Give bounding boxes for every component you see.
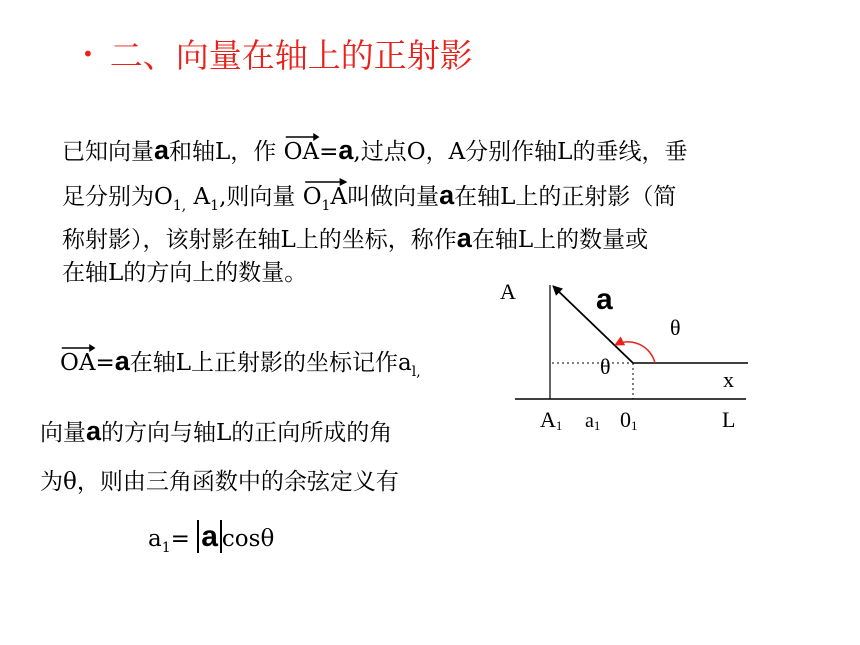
angle-line-1: 向量a的方向与轴L的正向所成的角 <box>40 416 393 446</box>
label-a-point: A <box>500 279 516 304</box>
label-o1: 01 <box>620 407 638 433</box>
projection-figure <box>480 275 780 445</box>
paragraph-line-4: 在轴L的方向上的数量。 <box>62 260 308 286</box>
formula: $a_1= a$ cosθ <box>148 520 275 556</box>
paragraph-line-3: 称射影），该射影在轴L上的坐标，称作a在轴L上的数量或 <box>62 223 649 253</box>
coordinate-line: OA=a在轴L上正射影的坐标记作$a_{l,}$ <box>60 346 421 375</box>
label-vector-a: a <box>596 283 613 316</box>
vector-o1a: $O_1A$ <box>303 180 347 209</box>
vector-a-arrow <box>553 286 633 363</box>
vector-arrow-icon <box>303 176 347 188</box>
paragraph-line-2: 足分别为$O_{1,}$ $A_1$,则向量 $O_1A$叫做向量a在轴L上的正射影（简 <box>62 180 676 209</box>
label-a1-coord: a1 <box>585 410 601 433</box>
vector-arrow-icon <box>60 342 95 354</box>
vector-arrow-icon <box>284 131 319 143</box>
norm-a: a <box>197 520 222 553</box>
label-theta-inner: θ <box>600 354 611 379</box>
vector-a: a <box>154 135 170 165</box>
label-a1: A1 <box>540 407 563 433</box>
vector-oa: OA <box>284 135 319 164</box>
slide-title <box>82 30 473 77</box>
bullet-icon: • <box>82 42 94 66</box>
angle-line-2: 为θ，则由三角函数中的余弦定义有 <box>40 469 399 495</box>
label-l: L <box>722 407 736 432</box>
label-x: x <box>723 367 734 392</box>
title-text: 二、向量在轴上的正射影 <box>109 36 473 75</box>
label-theta: θ <box>670 315 681 340</box>
vector-oa: OA <box>60 346 95 375</box>
paragraph-line-1: 已知向量a和轴L，作 OA=a,过点O，A分别作轴L的垂线，垂 <box>62 135 687 164</box>
